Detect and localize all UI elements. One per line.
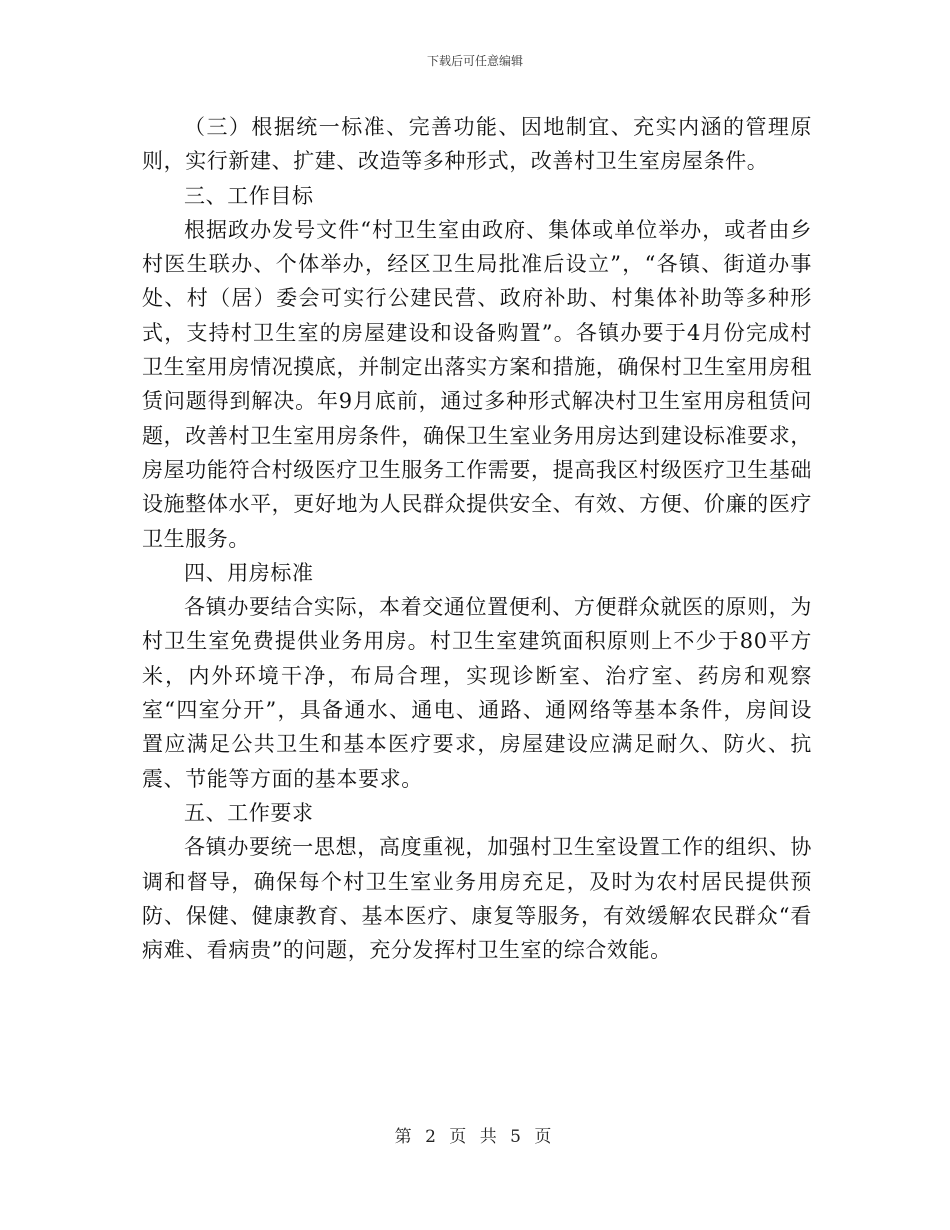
page-header-note: 下载后可任意编辑 [426, 54, 523, 68]
section-heading-work-goals: 三、工作目标 [184, 183, 314, 208]
paragraph-work-goals: 根据政办发号文件“村卫生室由政府、集体或单位举办，或者由乡村医生联办、个体举办，经区卫生局批准后设立”，“各镇、街道办事处、村（居）委会可实行公建民营、政府补助、村集体补助等多种形式，支持村卫生室的房屋建设和设备购置”。各镇办要于4月份完成村卫生室用房情况摸底，并制定出落实方案和措施，确保村卫生室用房租赁问题得到解决。年9月底前，通过多种形式解决村卫生室用房租赁问题，改善村卫生室用房条件，确保卫生室业务用房达到建设标准要求，房屋功能符合村级医疗卫生服务工作需要，提高我区村级医疗卫生基础设施整体水平，更好地为人民群众提供安全、有效、方便、价廉的医疗卫生服务。 [142, 217, 812, 551]
paragraph-housing-standards: 各镇办要结合实际，本着交通位置便利、方便群众就医的原则，为村卫生室免费提供业务用房。村卫生室建筑面积原则上不少于80平方米，内外环境干净，布局合理，实现诊断室、治疗室、药房和观察室“四室分开”，具备通水、通电、通路、通网络等基本条件，房间设置应满足公共卫生和基本医疗要求，房屋建设应满足耐久、防火、抗震、节能等方面的基本要求。 [142, 595, 812, 791]
section-heading-housing-standards: 四、用房标准 [184, 560, 314, 585]
paragraph-principles: （三）根据统一标准、完善功能、因地制宜、充实内涵的管理原则，实行新建、扩建、改造等多种形式，改善村卫生室房屋条件。 [142, 115, 812, 174]
page-number: 第 2 页 共 5 页 [394, 1127, 556, 1147]
document-body [142, 110, 812, 967]
section-heading-work-requirements: 五、工作要求 [184, 800, 314, 825]
paragraph-work-requirements: 各镇办要统一思想，高度重视，加强村卫生室设置工作的组织、协调和督导，确保每个村卫生室业务用房充足，及时为农村居民提供预防、保健、健康教育、基本医疗、康复等服务，有效缓解农民群众“看病难、看病贵”的问题，充分发挥村卫生室的综合效能。 [142, 835, 812, 963]
